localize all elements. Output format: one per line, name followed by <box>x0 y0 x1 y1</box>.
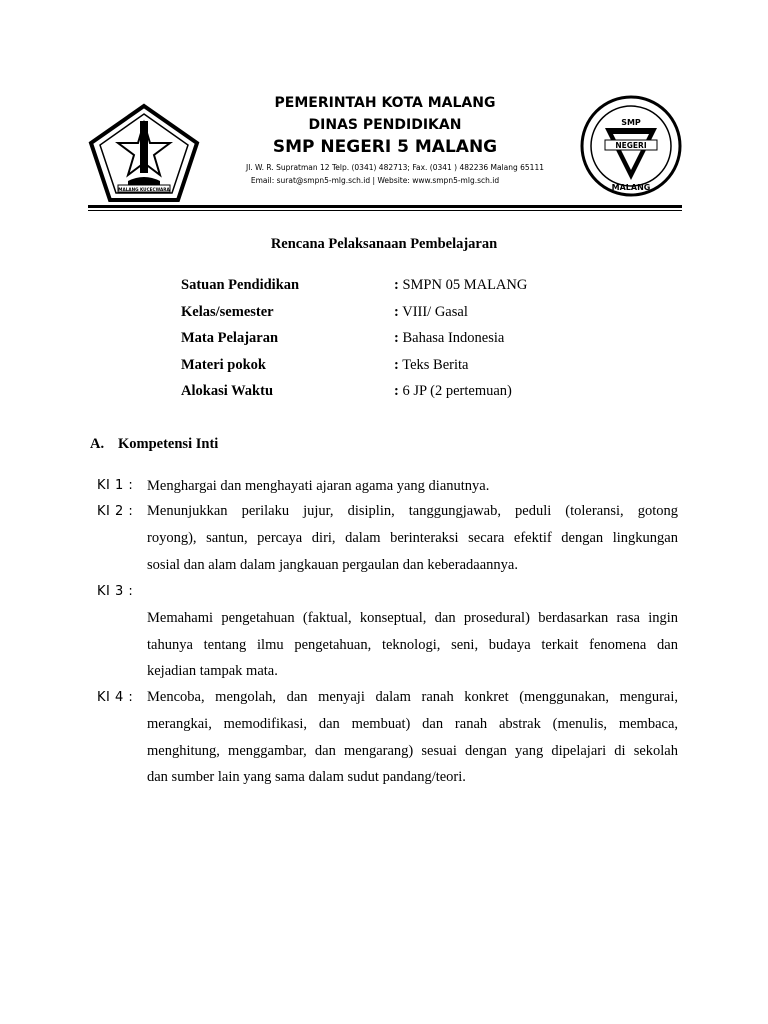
ki-text-line: sosial dan alam dalam jangkauan pergaulan dan keberadaannya. <box>147 557 518 573</box>
info-label: Kelas/semester <box>181 304 274 320</box>
smpn5-emblem-icon <box>579 94 683 198</box>
ki-label: KI 3 : <box>97 584 134 599</box>
info-value-text: Bahasa Indonesia <box>402 330 505 346</box>
info-label: Mata Pelajaran <box>181 330 279 346</box>
government-line: PEMERINTAH KOTA MALANG <box>274 95 496 111</box>
school-address: Jl. W. R. Supratman 12 Telp. (0341) 482713; Fax. (0341 ) 482236 Malang 65111 <box>245 163 544 172</box>
ki-text-line: Menunjukkan perilaku jujur, disiplin, tanggungjawab, peduli (toleransi, gotong <box>147 503 678 519</box>
right-logo-text-malang: MALANG <box>611 183 651 192</box>
info-value-text: VIII/ Gasal <box>402 304 468 320</box>
info-value <box>394 277 527 294</box>
ki-text-line: Menghargai dan menghayati ajaran agama yang dianutnya. <box>147 478 490 494</box>
ki-label: KI 4 : <box>97 690 134 705</box>
info-value-text: 6 JP (2 pertemuan) <box>402 383 512 399</box>
ki-text-line: dan sumber lain yang sama dalam sudut pandang/teori. <box>147 769 466 785</box>
ki-label: KI 1 : <box>97 478 134 493</box>
info-colon: : <box>394 383 399 399</box>
department-line: DINAS PENDIDIKAN <box>308 117 462 133</box>
school-name: SMP NEGERI 5 MALANG <box>272 137 498 157</box>
ki-text-line: merangkai, memodifikasi, dan membuat) dan ranah abstrak (menulis, membaca, <box>147 716 678 732</box>
right-logo-text-smp: SMP <box>621 118 641 127</box>
ki-text-line: Mencoba, mengolah, dan menyaji dalam ranah konkret (menggunakan, mengurai, <box>147 689 678 705</box>
info-label: Satuan Pendidikan <box>181 277 300 293</box>
ki-text-line: Memahami pengetahuan (faktual, konseptual, dan prosedural) berdasarkan rasa ingin <box>147 610 678 626</box>
info-value-text: Teks Berita <box>402 357 469 373</box>
ki-text-line: royong), santun, percaya diri, dalam berinteraksi secara efektif dengan lingkungan <box>147 530 678 546</box>
ki-label: KI 2 : <box>97 504 134 519</box>
header-rule-thick <box>88 205 682 208</box>
section-number: A. <box>90 436 105 452</box>
header-rule-thin <box>88 210 682 211</box>
info-value <box>394 330 504 347</box>
info-label: Materi pokok <box>181 357 266 373</box>
section-title: Kompetensi Inti <box>118 436 219 452</box>
info-label: Alokasi Waktu <box>181 383 274 399</box>
info-colon: : <box>394 304 399 320</box>
info-colon: : <box>394 357 399 373</box>
ki-text-line: kejadian tampak mata. <box>147 663 278 679</box>
info-value <box>394 304 468 321</box>
right-logo-text-negeri: NEGERI <box>615 141 647 150</box>
info-value-text: SMPN 05 MALANG <box>402 277 528 293</box>
info-colon: : <box>394 277 399 293</box>
info-colon: : <box>394 330 399 346</box>
left-logo-text: MALANG KUCECWARA <box>118 187 170 192</box>
school-contact: Email: surat@smpn5-mlg.sch.id | Website: www.smpn5-mlg.sch.id <box>250 176 500 185</box>
ki-text-line: tahunya tentang ilmu pengetahuan, teknologi, seni, budaya terkait fenomena dan <box>147 637 678 653</box>
info-value <box>394 357 468 374</box>
ki-text-line: menghitung, menggambar, dan mengarang) sesuai dengan yang dipelajari di sekolah <box>147 743 678 759</box>
info-value <box>394 383 512 400</box>
section-heading <box>90 436 218 453</box>
document-title: Rencana Pelaksanaan Pembelajaran <box>270 236 498 252</box>
